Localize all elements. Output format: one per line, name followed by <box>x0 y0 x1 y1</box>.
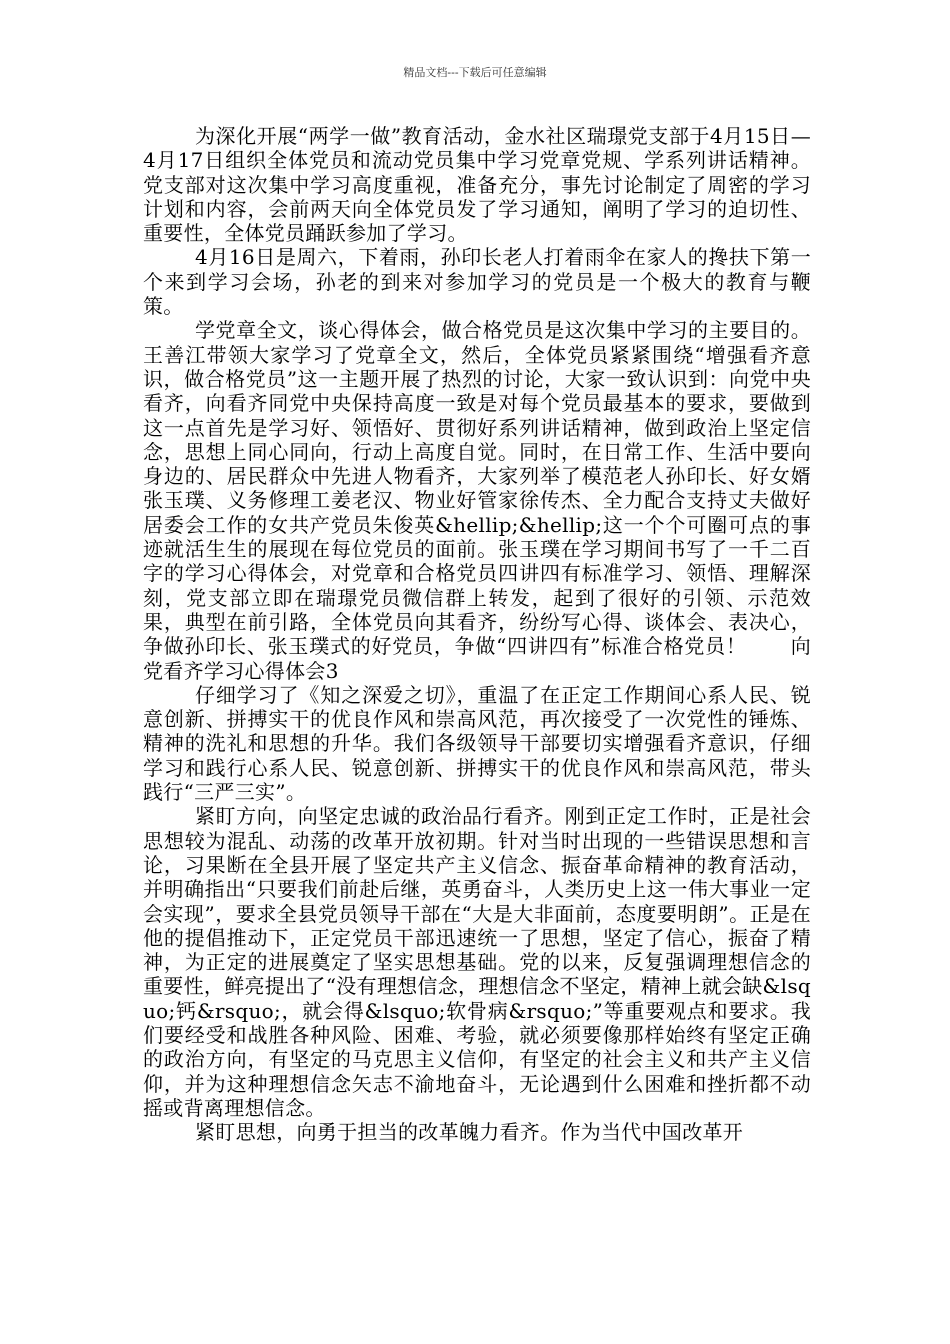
page-header: 精品文档---下载后可任意编辑 <box>403 66 547 79</box>
paragraph-3-text: 学党章全文，谈心得体会，做合格党员是这次集中学习的主要目的。王善江带领大家学习了党章全文，然后，全体党员紧紧围绕“增强看齐意识，做合格党员”这一主题开展了热烈的讨论，大家一致认识到：向党中央看齐，向看齐同党中央保持高度一致是对每个党员最基本的要求，要做到这一点首先是学习好、领悟好、贯彻好系列讲话精神，做到政治上坚定信念，思想上同心同向，行动上高度自觉。同时，在日常工作、生活中要向身边的、居民群众中先进人物看齐，大家列举了模范老人孙印长、好女婿张玉璞、义务修理工姜老汉、物业好管家徐传杰、全力配合支持丈夫做好居委会工作的女共产党员朱俊英&hellip;&hellip;这一个个可圈可点的事迹就活生生的展现在每位党员的面前。张玉璞在学习期间书写了一千二百字的学习心得体会，对党章和合格党员四讲四有标准学习、领悟、理解深刻，党支部立即在瑞璟党员微信群上转发，起到了很好的引领、示范效果，典型在前引路，全体党员向其看齐，纷纷写心得、谈体会、表决心，争做孙印长、张玉璞式的好党员，争做“四讲四有”标准合格党员！ <box>143 318 811 659</box>
paragraph-4 <box>143 683 811 804</box>
paragraph-3 <box>143 318 811 682</box>
paragraph-6 <box>143 1120 811 1144</box>
paragraph-1 <box>143 124 811 245</box>
document-body <box>143 124 811 1144</box>
paragraph-5 <box>143 804 811 1120</box>
paragraph-4-text: 仔细学习了《知之深爱之切》，重温了在正定工作期间心系人民、锐意创新、拼搏实干的优良作风和崇高风范，再次接受了一次党性的锤炼、精神的洗礼和思想的升华。我们各级领导干部要切实增强看齐意识，仔细学习和践行心系人民、锐意创新、拼搏实干的优良作风和崇高风范，带头践行“三严三实”。 <box>143 682 811 805</box>
inline-section-title: 向党看齐学习心得体会3 <box>143 634 811 683</box>
paragraph-2 <box>143 245 811 318</box>
paragraph-6-text: 紧盯思想，向勇于担当的改革魄力看齐。作为当代中国改革开 <box>195 1120 744 1145</box>
paragraph-5-text: 紧盯方向，向坚定忠诚的政治品行看齐。刚到正定工作时，正是社会思想较为混乱、动荡的改革开放初期。针对当时出现的一些错误思想和言论，习果断在全县开展了坚定共产主义信念、振奋革命精神的教育活动，并明确指出“只要我们前赴后继，英勇奋斗，人类历史上这一伟大事业一定会实现”，要求全县党员领导干部在“大是大非面前，态度要明朗”。正是在他的提倡推动下，正定党员干部迅速统一了思想，坚定了信心，振奋了精神，为正定的进展奠定了坚实思想基础。党的以来，反复强调理想信念的重要性，鲜亮提出了“没有理想信念，理想信念不坚定，精神上就会缺&lsquo;钙&rsquo;，就会得&lsquo;软骨病&rsquo;”等重要观点和要求。我们要经受和战胜各种风险、困难、考验，就必须要像那样始终有坚定正确的政治方向，有坚定的马克思主义信仰，有坚定的社会主义和共产主义信仰，并为这种理想信念矢志不渝地奋斗，无论遇到什么困难和挫折都不动摇或背离理想信念。 <box>143 804 811 1120</box>
paragraph-1-text: 为深化开展“两学一做”教育活动，金水社区瑞璟党支部于4月15日—4月17日组织全体党员和流动党员集中学习党章党规、学系列讲话精神。党支部对这次集中学习高度重视，准备充分，事先讨论制定了周密的学习计划和内容，会前两天向全体党员发了学习通知，阐明了学习的迫切性、重要性，全体党员踊跃参加了学习。 <box>143 124 811 246</box>
paragraph-2-text: 4月16日是周六，下着雨，孙印长老人打着雨伞在家人的搀扶下第一个来到学习会场，孙老的到来对参加学习的党员是一个极大的教育与鞭策。 <box>143 245 811 319</box>
